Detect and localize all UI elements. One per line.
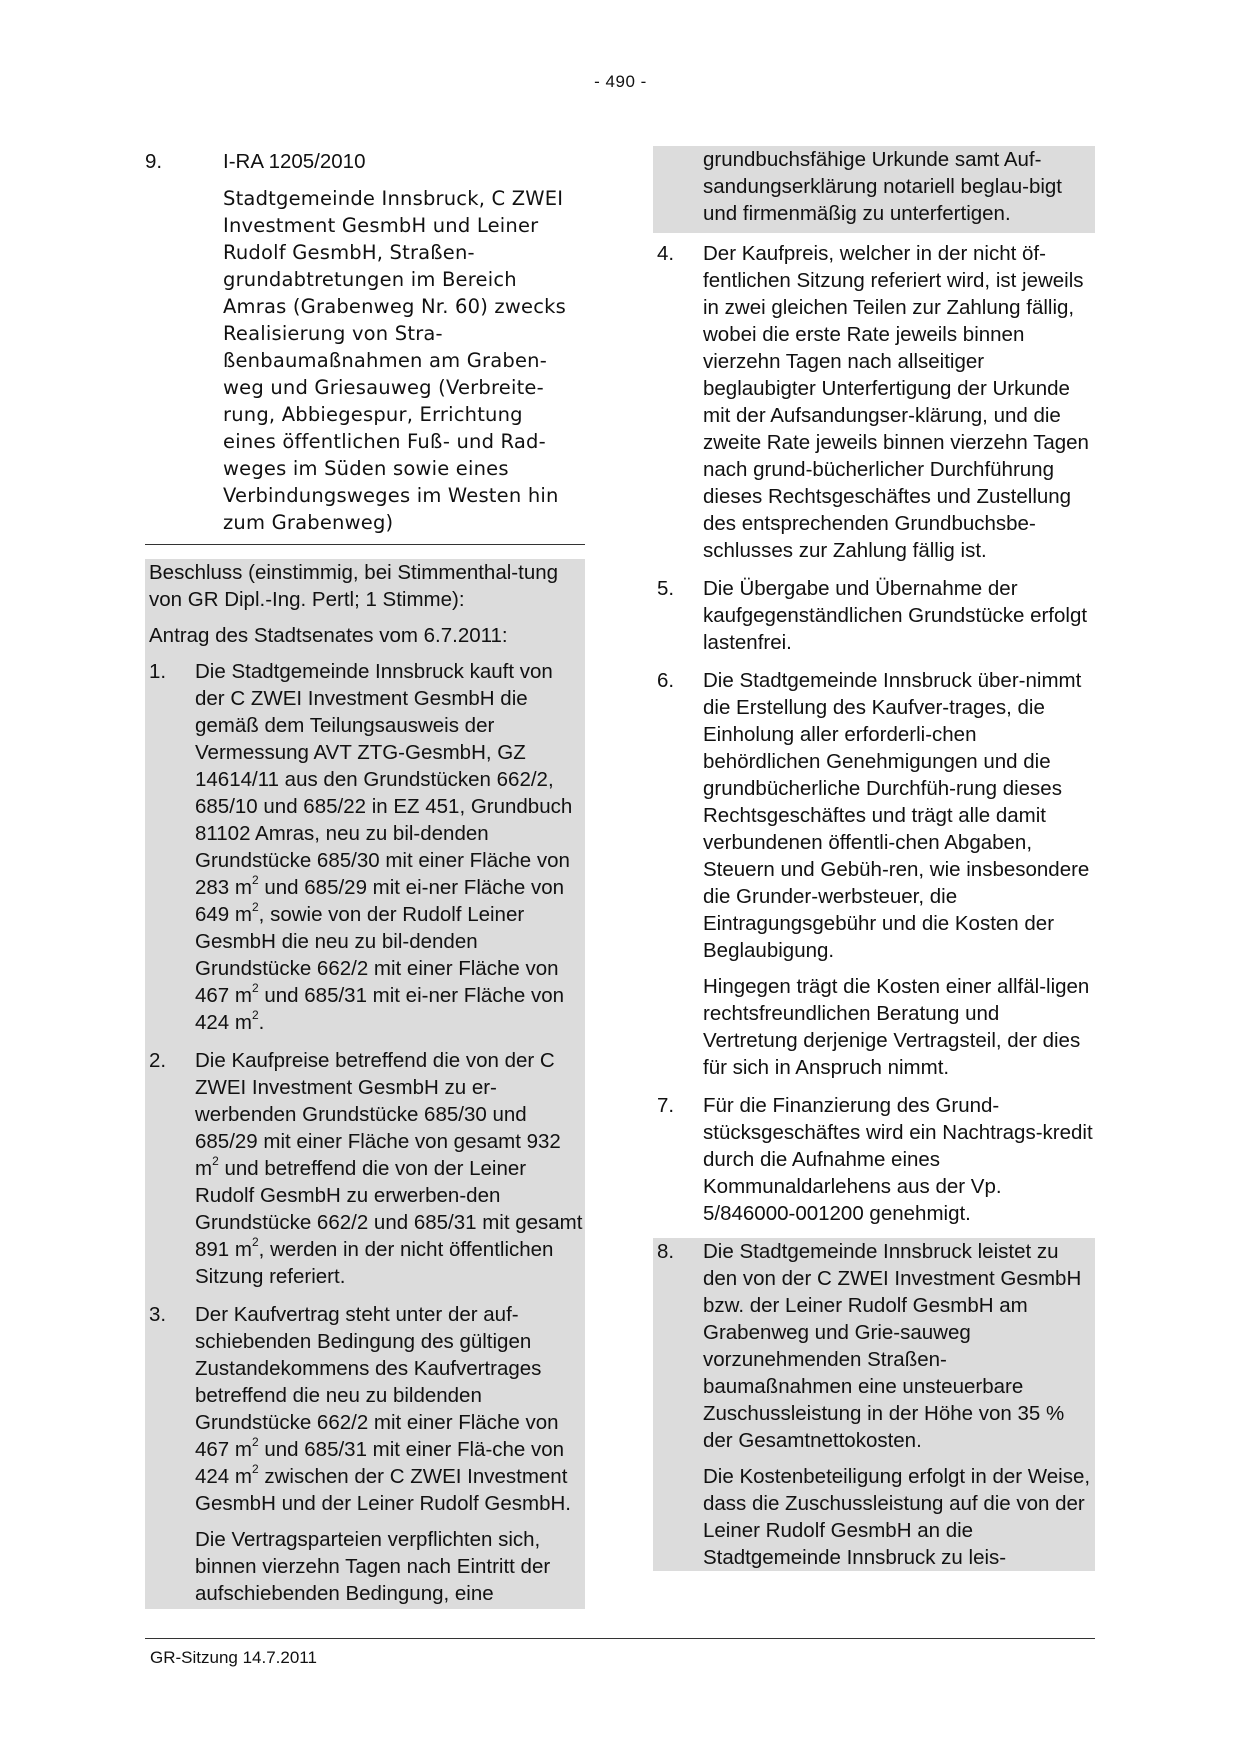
list-item-text: Die Stadtgemeinde Innsbruck kauft von der C ZWEI Investment GesmbH die gemäß dem Teilungsausweis der Vermessung AVT ZTG-GesmbH, GZ 14614/11 aus den Grundstücken 662/2, 685/10 und 685/22 in EZ 451, Grundbuch 81102 Amras, neu zu bil-denden Grundstücke 685/30 mit einer Fläche von 283 $m^2$ und 685/29 mit ei-ner Fläche von 649 $m^2$, sowie von der Rudolf Leiner GesmbH die neu zu bil-denden Grundstücke 662/2 mit einer Fläche von 467 $m^2$ und 685/31 mit ei-ner Fläche von 424 $m^2$. xyxy=(195,660,573,1034)
resolution-motion: Antrag des Stadtsenates vom 6.7.2011: xyxy=(149,624,508,647)
list-item-text: Die Stadtgemeinde Innsbruck über-nimmt die Erstellung des Kaufver-trages, die Einholung aller erforderli-chen behördlichen Genehmigungen und die grundbücherliche Durchfüh-rung dieses Rechtsgeschäftes und trägt alle damit verbundenen öffentli-chen Abgaben, Steuern und Gebüh-ren, wie insbesondere die Grunder-werbsteuer, die Eintragungsgebühr und die Kosten der Beglaubigung. xyxy=(703,669,1090,962)
list-item xyxy=(655,575,1093,656)
list-item xyxy=(655,1238,1093,1571)
list-item-number: 4. xyxy=(657,242,675,265)
list-item-number: 5. xyxy=(657,577,675,600)
list-item-continued xyxy=(655,146,1093,233)
list-item-number: 2. xyxy=(149,1049,167,1072)
list-item-text: Der Kaufpreis, welcher in der nicht öf-fentlichen Sitzung referiert wird, ist jeweils in zwei gleichen Teilen zur Zahlung fällig, wobei die erste Rate jeweils binnen vierzehn Tagen nach allseitiger beglaubigter Unterfertigung der Urkunde mit der Aufsandungser-klärung, und die zweite Rate jeweils binnen vierzehn Tagen nach grund-bücherlicher Durchführung dieses Rechtsgeschäftes und Zustellung des entsprechenden Grundbuchsbe-schlusses zur Zahlung fällig ist. xyxy=(703,242,1089,562)
list-item-text: Die Kaufpreise betreffend die von der C ZWEI Investment GesmbH zu er-werbenden Grundstücke 685/30 und 685/29 mit einer Fläche von gesamt 932 $m^2$ und betreffend die von der Leiner Rudolf GesmbH zu erwerben-den Grundstücke 662/2 und 685/31 mit gesamt 891 $m^2$, werden in der nicht öffentlichen Sitzung referiert. xyxy=(195,1049,583,1288)
list-item xyxy=(147,1301,583,1609)
agenda-item-reference: I-RA 1205/2010 xyxy=(223,150,366,173)
resolution-block-right-bottom xyxy=(653,1238,1095,1571)
list-item-number: 3. xyxy=(149,1303,167,1326)
list-item-text: Die Vertragsparteien verpflichten sich, binnen vierzehn Tagen nach Eintritt der aufschiebenden Bedingung, eine xyxy=(195,1528,551,1605)
page-number: - 490 - xyxy=(594,72,647,91)
list-item-text: Die Kostenbeteiligung erfolgt in der Weise, dass die Zuschussleistung auf die von der Leiner Rudolf GesmbH an die Stadtgemeinde Innsbruck zu leis- xyxy=(703,1465,1091,1569)
footer-divider xyxy=(145,1638,1095,1639)
list-item xyxy=(655,667,1093,1081)
agenda-item-number: 9. xyxy=(145,150,163,173)
list-item-text: Für die Finanzierung des Grund-stücksgeschäftes wird ein Nachtrags-kredit durch die Aufnahme eines Kommunaldarlehens aus der Vp. 5/846000-001200 genehmigt. xyxy=(703,1094,1093,1225)
agenda-item-header xyxy=(145,148,585,545)
footer-session-date: GR-Sitzung 14.7.2011 xyxy=(150,1648,317,1667)
resolution-block-left xyxy=(145,559,585,1609)
list-item-number: 6. xyxy=(657,669,675,692)
agenda-item-subject: Stadtgemeinde Innsbruck, C ZWEI Investment GesmbH und Leiner Rudolf GesmbH, Straßen-grundabtretungen im Bereich Amras (Grabenweg Nr. 60) zwecks Realisierung von Stra-ßenbaumaßnahmen am Graben-weg und Griesauweg (Verbreite-rung, Abbiegespur, Errichtung eines öffentlichen Fuß- und Rad-weges im Süden sowie eines Verbindungsweges im Westen hin zum Grabenweg) xyxy=(223,187,566,534)
list-item-text: Die Stadtgemeinde Innsbruck leistet zu den von der C ZWEI Investment GesmbH bzw. der Leiner Rudolf GesmbH am Grabenweg und Grie-sauweg vorzunehmenden Straßen-baumaßnahmen eine unsteuerbare Zuschussleistung in der Höhe von 35 % der Gesamtnettokosten. xyxy=(703,1240,1082,1452)
list-item-text: Der Kaufvertrag steht unter der auf-schiebenden Bedingung des gültigen Zustandekommens des Kaufvertrages betreffend die neu zu bildenden Grundstücke 662/2 mit einer Fläche von 467 $m^2$ und 685/31 mit einer Flä-che von 424 $m^2$ zwischen der C ZWEI Investment GesmbH und der Leiner Rudolf GesmbH. xyxy=(195,1303,572,1515)
list-item-text: Hingegen trägt die Kosten einer allfäl-ligen rechtsfreundlichen Beratung und Vertretung derjenige Vertragsteil, der dies für sich in Anspruch nimmt. xyxy=(703,975,1090,1079)
resolution-vote: Beschluss (einstimmig, bei Stimmenthal-tung von GR Dipl.-Ing. Pertl; 1 Stimme): xyxy=(149,561,559,611)
list-item xyxy=(147,1047,583,1290)
list-item xyxy=(655,1092,1093,1227)
list-item-text: Die Übergabe und Übernahme der kaufgegenständlichen Grundstücke erfolgt lastenfrei. xyxy=(703,577,1088,654)
right-column xyxy=(653,146,1095,1571)
plain-block-right xyxy=(653,233,1095,1227)
list-item-number: 7. xyxy=(657,1094,675,1117)
list-item-number: 8. xyxy=(657,1240,675,1263)
left-column xyxy=(145,148,585,1609)
list-item-text: grundbuchsfähige Urkunde samt Auf-sandungserklärung notariell beglau-bigt und firmenmäßig zu unterfertigen. xyxy=(703,148,1062,225)
list-item-number: 1. xyxy=(149,660,167,683)
list-item xyxy=(147,658,583,1036)
list-item xyxy=(655,240,1093,564)
resolution-block-right xyxy=(653,146,1095,233)
